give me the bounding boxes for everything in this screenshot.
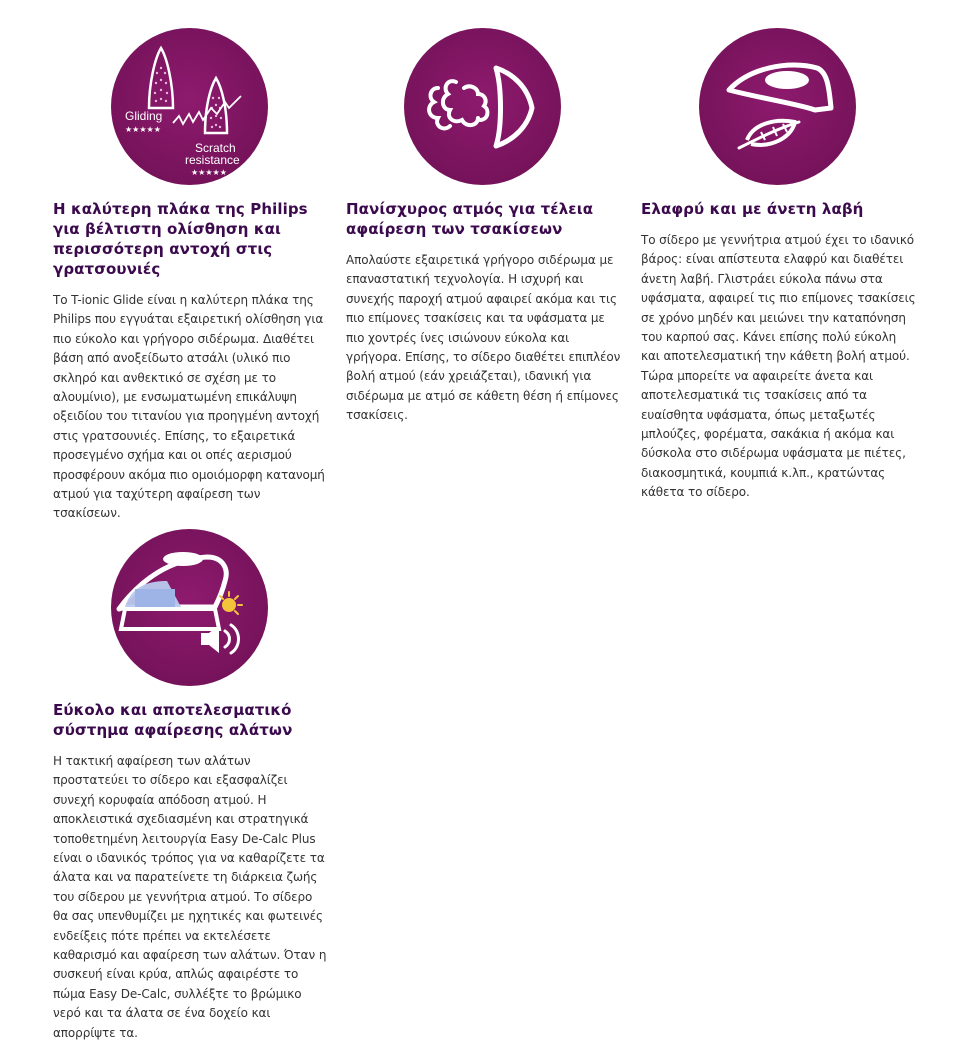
feature-text: Το T-ionic Glide είναι η καλύτερη πλάκα της Philips που εγγυάται εξαιρετική ολίσθηση για πιο εύκολο και γρήγορο σιδέρωμα. Διαθέτει βάση από ανοξείδωτο ατσάλι (υλικό πιο σκληρό και ανθεκτικό σε σχέση με το αλουμίνιο), με ενσωματωμένη επικάλυψη οξειδίου του τιτανίου για προηγμένη αντοχή στις γρατσουνιές. Επίσης, το εξαιρετικά προσεγμένο σχήμα και οι οπές αερισμού προσφέρουν ακόμα πιο ομοιόμορφη κατανομή ατμού για ταχύτερη αφαίρεση των τσακίσεων. xyxy=(53,293,325,521)
feature-decalc xyxy=(53,529,328,1043)
calc-clean-alert-icon xyxy=(111,529,268,686)
scratch-label: Scratch xyxy=(195,141,236,155)
feature-text: Η τακτική αφαίρεση των αλάτων προστατεύει το σίδερο και εξασφαλίζει συνεχή κορυφαία απόδοση ατμού. Η αποκλειστικά σχεδιασμένη και στρατηγικά τοποθετημένη λειτουργία Easy De-Calc Plus είναι ο ιδανικός τρόπος για να καθαρίζετε τα άλατα και να παρατείνετε τη διάρκεια ζωής του σίδερου με γεννήτρια ατμού. Το σίδερο θα σας υπενθυμίζει με ηχητικές και φωτεινές ενδείξεις πότε πρέπει να εκτελέσετε καθαρισμό και αφαίρεση των αλάτων. Όταν η συσκευή είναι κρύα, απλώς αφαιρέστε το πώμα Easy De-Calc, συλλέξτε το βρώμικο νερό και τα άλατα σε ένα δοχείο και απορρίψτε τα. xyxy=(53,754,327,1040)
resistance-label: resistance xyxy=(185,153,240,167)
light-handle-feather-icon xyxy=(699,28,856,185)
gliding-stars: ★★★★★ xyxy=(125,125,161,134)
soleplate-gliding-scratch-icon xyxy=(111,28,268,185)
scratch-stars: ★★★★★ xyxy=(191,168,227,177)
feature-soleplate xyxy=(53,28,328,524)
gliding-label: Gliding xyxy=(125,109,163,123)
feature-text: Απολαύστε εξαιρετικά γρήγορο σιδέρωμα με επαναστατική τεχνολογία. Η ισχυρή και συνεχής παροχή ατμού αφαιρεί ακόμα και τις πιο επίμονες τσακίσεις και τα υφάσματα με πιο χοντρές ίνες ισιώνουν εύκολα και γρήγορα. Επίσης, το σίδερο διαθέτει επιπλέον βολή ατμού (εάν χρειάζεται), ιδανική για σιδέρωμα με ατμό σε κάθετη θέση ή επίμονες τσακίσεις. xyxy=(346,253,621,423)
feature-title: Ελαφρύ και με άνετη λαβή xyxy=(641,200,864,218)
feature-title: Πανίσχυρος ατμός για τέλεια αφαίρεση των τσακίσεων xyxy=(346,200,594,238)
feature-text: Το σίδερο με γεννήτρια ατμού έχει το ιδανικό βάρος: είναι απίστευτα ελαφρύ και διαθέτει άνετη λαβή. Γλιστράει εύκολα πάνω στα υφάσματα, αφαιρεί τις πιο επίμονες τσακίσεις σε χρόνο μηδέν και μειώνει την καταπόνηση του καρπού σας. Κάνει επίσης πολύ εύκολη και αποτελεσματική την κάθετη βολή ατμού. Τώρα μπορείτε να αφαιρείτε άνετα και αποτελεσματικά τις τσακίσεις από τα ευαίσθητα υφάσματα, όπως μεταξωτές μπλούζες, φορέματα, σακάκια ή ακόμα και δύσκολα στο σιδέρωμα υφάσματα με πιέτες, διακοσμητικά, κουμπιά κ.λπ., κρατώντας κάθετα το σίδερο. xyxy=(641,233,916,500)
feature-steam xyxy=(346,28,621,426)
powerful-steam-icon xyxy=(404,28,561,185)
feature-lightweight xyxy=(641,28,916,503)
feature-title: Εύκολο και αποτελεσματικό σύστημα αφαίρεσης αλάτων xyxy=(53,701,293,739)
feature-title: Η καλύτερη πλάκα της Philips για βέλτιστη ολίσθηση και περισσότερη αντοχή στις γρατσουνιές xyxy=(53,200,308,278)
